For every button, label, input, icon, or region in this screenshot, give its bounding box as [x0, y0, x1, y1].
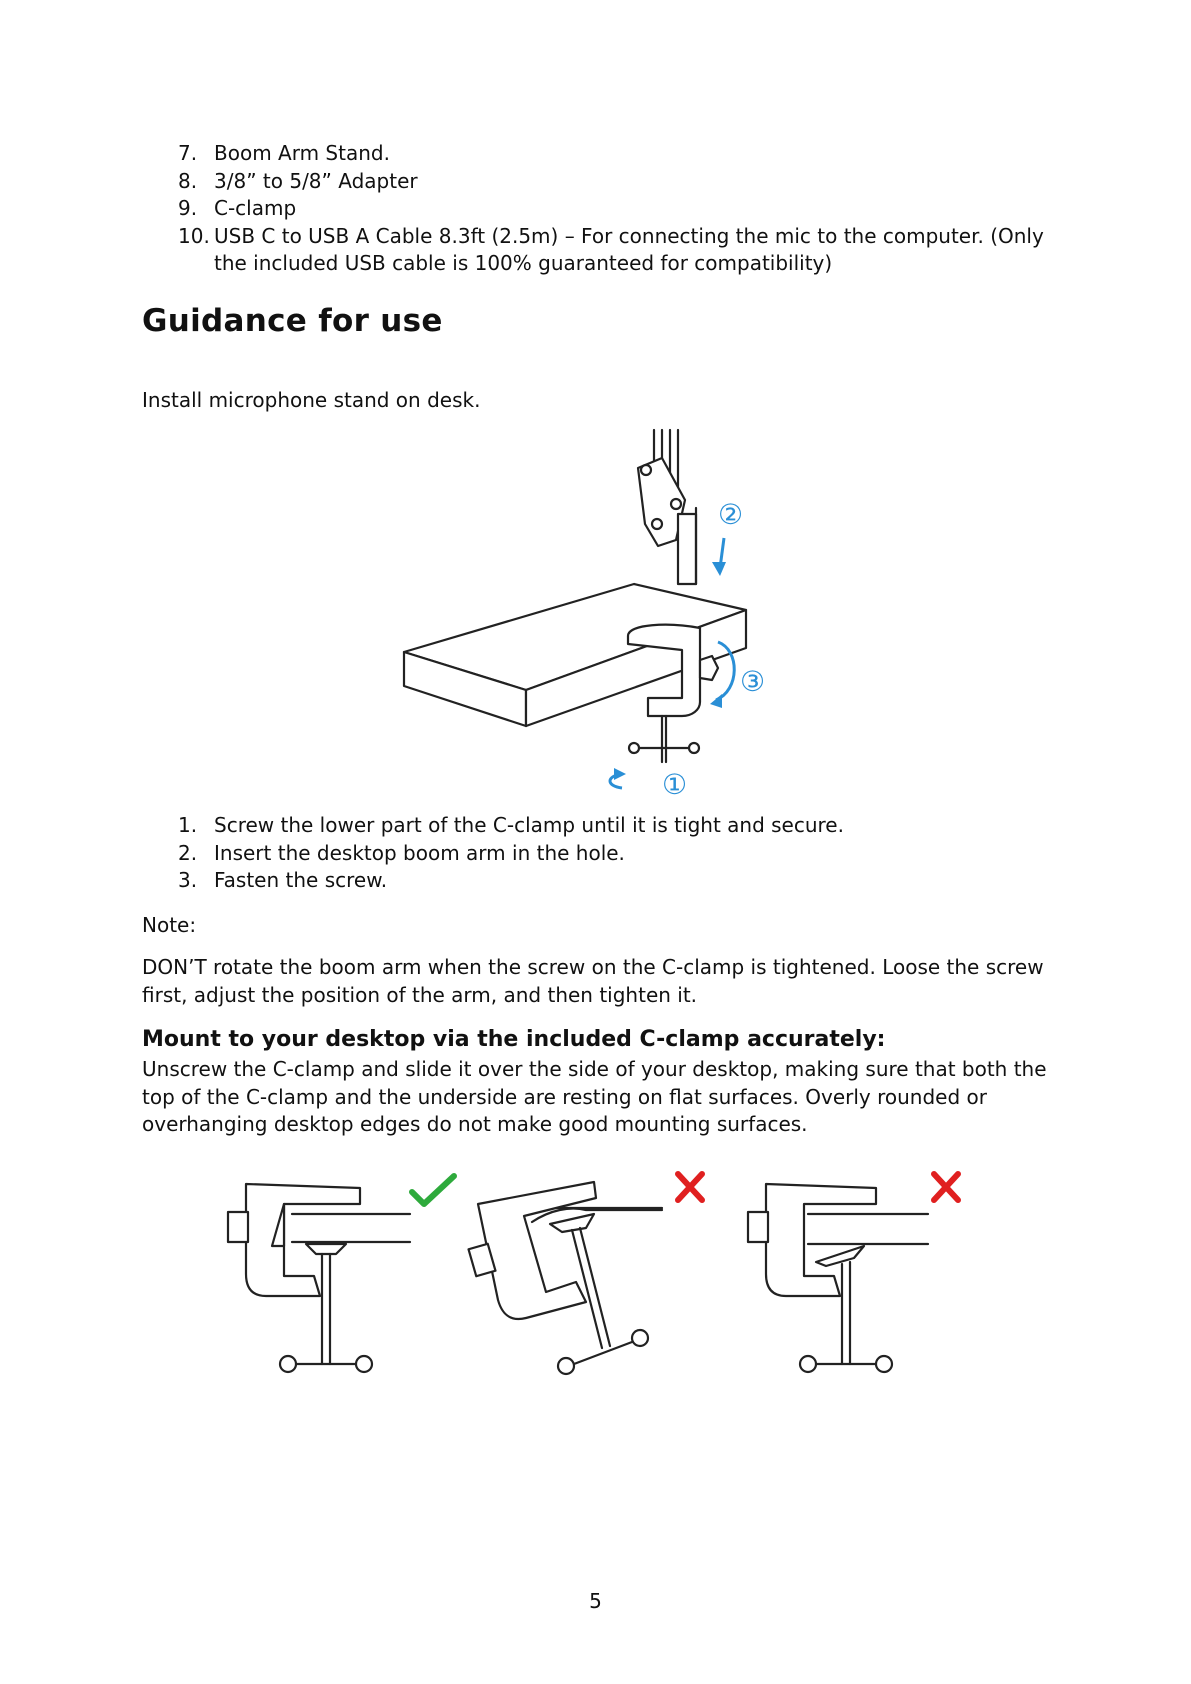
list-item — [178, 812, 1058, 840]
clamp-overhanging-edge — [748, 1184, 928, 1372]
list-number: 7. — [178, 141, 198, 165]
section-heading: Guidance for use — [142, 303, 443, 339]
cross-icon — [678, 1174, 702, 1200]
rotate-arrow-icon — [610, 768, 626, 788]
install-instruction: Install microphone stand on desk. — [142, 388, 481, 412]
list-number: 9. — [178, 196, 198, 220]
list-number: 1. — [178, 813, 198, 837]
mount-text: Unscrew the C-clamp and slide it over the side of your desktop, making sure that both the top of the C-clamp and the underside are resting on flat surfaces. Overly rounded or overhanging desktop edges do not make good mounting surfaces. — [142, 1057, 1047, 1136]
install-illustration — [400, 428, 780, 800]
list-text: 3/8” to 5/8” Adapter — [214, 168, 418, 193]
note-text: DON’T rotate the boom arm when the screw on the C-clamp is tightened. Loose the screw first, adjust the position of the arm, and then tighten it. — [142, 955, 1044, 1007]
list-item — [178, 195, 1058, 223]
list-text: C-clamp — [214, 196, 297, 220]
list-number: 3. — [178, 868, 198, 892]
list-item — [178, 168, 1058, 196]
list-number: 8. — [178, 168, 198, 193]
list-number: 2. — [178, 840, 198, 865]
list-text: Insert the desktop boom arm in the hole. — [214, 840, 625, 865]
mount-illustration — [210, 1164, 980, 1386]
steps-list — [178, 812, 1058, 895]
list-item — [178, 840, 1058, 868]
list-item — [178, 867, 1058, 895]
list-item — [178, 140, 1058, 168]
check-icon — [412, 1176, 454, 1204]
list-item — [178, 223, 1058, 278]
cross-icon — [934, 1174, 958, 1200]
page-number: 5 — [589, 1589, 602, 1613]
list-number: 10. — [178, 223, 210, 248]
clamp-correct — [228, 1184, 410, 1372]
clamp-rounded-edge — [469, 1182, 662, 1374]
boom-arm-pole — [638, 430, 696, 584]
list-text: Screw the lower part of the C-clamp until it is tight and secure. — [214, 813, 844, 837]
callout-1: ① — [662, 768, 688, 800]
list-text: Fasten the screw. — [214, 868, 388, 892]
mount-heading: Mount to your desktop via the included C-clamp accurately: — [142, 1027, 886, 1052]
list-text: Boom Arm Stand. — [214, 141, 390, 165]
callout-2: ② — [718, 498, 744, 531]
note-label: Note: — [142, 913, 197, 937]
arrow-down-icon — [712, 538, 726, 576]
parts-list — [178, 140, 1058, 278]
list-text: USB C to USB A Cable 8.3ft (2.5m) – For connecting the mic to the computer. (Only the included USB cable is 100% guaranteed for compatibility) — [214, 223, 1044, 275]
callout-3: ③ — [740, 665, 766, 698]
